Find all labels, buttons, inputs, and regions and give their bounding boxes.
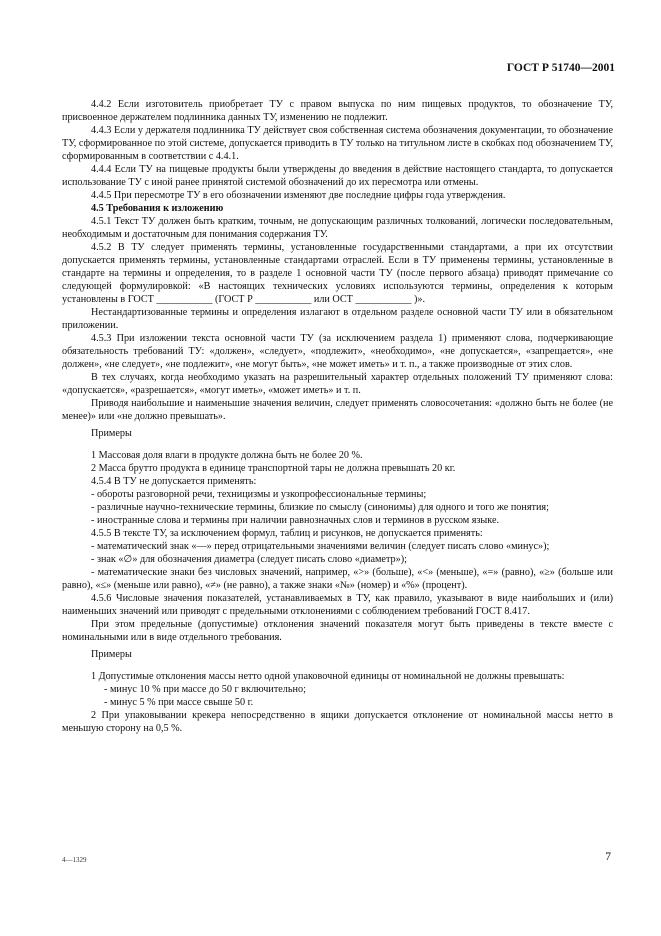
clause-4-5-3: 4.5.3 При изложении текста основной части ТУ (за исключением раздела 1) применяют слова, подчеркивающие обязательность требований ТУ: «должен», «следует», «подлежит», «необходимо», «не допускается», «запрещается», «не должен», «не следует», «не подлежит», «не могут быть», «не может иметь» и т. п., а также производные от этих слов. — [62, 333, 613, 370]
paragraph-permissive-words: В тех случаях, когда необходимо указать на разрешительный характер отдельных положений ТУ применяют слова: «допускается», «разрешается», «могут иметь», «может иметь» и т. п. — [62, 372, 613, 396]
paragraph-nonstandard-terms: Нестандартизованные термины и определения излагают в отдельном разделе основной части ТУ или в обязательном приложении. — [62, 307, 613, 331]
clause-4-4-3: 4.4.3 Если у держателя подлинника ТУ действует своя собственная система обозначения документации, то обозначение ТУ, сформированное по этой системе, допускается приводить в ТУ только на титульном листе в скобках под обозначением ТУ, сформированным в соответствии с 4.4.1. — [62, 125, 613, 162]
paragraph-tolerances: При этом предельные (допустимые) отклонения значений показателя могут быть приведены в тексте вместе с номинальными или в виде отдельного требования. — [62, 619, 613, 643]
example-2-1-item-a: - минус 10 % при массе до 50 г включительно; — [104, 684, 306, 695]
example-2-1: 1 Допустимые отклонения массы нетто одной упаковочной единицы от номинальной не должны превышать: — [91, 671, 565, 682]
clause-4-5-6: 4.5.6 Числовые значения показателей, устанавливаемых в ТУ, как правило, указывают в виде наибольших и (или) наименьших значений или приводят с предельными отклонениями с соблюдением требований ГОСТ 8.417. — [62, 593, 613, 617]
clause-4-5-5: 4.5.5 В тексте ТУ, за исключением формул, таблиц и рисунков, не допускается применять: — [91, 528, 483, 539]
examples-heading-2: Примеры — [91, 649, 132, 660]
page-number: 7 — [605, 851, 611, 863]
clause-4-4-5: 4.4.5 При пересмотре ТУ в его обозначении изменяют две последние цифры года утверждения. — [91, 190, 506, 201]
clause-4-4-2: 4.4.2 Если изготовитель приобретает ТУ с правом выпуска по ним пищевых продуктов, то обозначение ТУ, присвоенное держателем подлинника данных ТУ, изменению не подлежит. — [62, 99, 613, 123]
example-1-1: 1 Массовая доля влаги в продукте должна быть не более 20 %. — [91, 450, 363, 461]
print-order-code: 4—1329 — [62, 856, 87, 864]
list-item-math-signs: - математические знаки без числовых значений, например, «>» (больше), «<» (меньше), «=» (равно), «≥» (больше или равно), «≤» (меньше или равно), «≠» (не равно), а также знаки «№» (номер) и «%» (процент). — [62, 567, 613, 591]
paragraph-limit-values: Приводя наибольшие и наименьшие значения величин, следует применять словосочетания: «должно быть не более (не менее)» или «не должно превышать». — [62, 398, 613, 422]
list-item-diameter-sign: - знак «∅» для обозначения диаметра (следует писать слово «диаметр»); — [91, 554, 407, 565]
examples-heading-1: Примеры — [91, 428, 132, 439]
example-2-2: 2 При упаковывании крекера непосредственно в ящики допускается отклонение от номинальной массы нетто в меньшую сторону на 0,5 %. — [62, 710, 613, 734]
example-2-1-item-b: - минус 5 % при массе свыше 50 г. — [104, 697, 254, 708]
list-item-minus-sign: - математический знак «—» перед отрицательными значениями величин (следует писать слово «минус»); — [91, 541, 550, 552]
list-item-synonyms: - различные научно-технические термины, близкие по смыслу (синонимы) для одного и того же понятия; — [91, 502, 549, 513]
clause-4-4-4: 4.4.4 Если ТУ на пищевые продукты были утверждены до введения в действие настоящего стандарта, то допускается использование ТУ с иной ранее принятой системой обозначений до их пересмотра или отмены. — [62, 164, 613, 188]
section-heading-4-5: 4.5 Требования к изложению — [91, 203, 224, 214]
example-1-2: 2 Масса брутто продукта в единице транспортной тары не должна превышать 20 кг. — [91, 463, 456, 474]
clause-4-5-2: 4.5.2 В ТУ следует применять термины, установленные государственными стандартами, а при их отсутствии допускается применять термины, установленные стандартами отраслей. Если в ТУ применены термины, установленные в стандарте на термины и определения, то в разделе 1 основной части ТУ (после первого абзаца) приводят примечание со следующей формулировкой: «В настоящих технических условиях используются термины, определения к которым установлены в ГОСТ ___________ (ГОСТ Р ___________ или ОСТ ___________ )». — [62, 242, 613, 305]
clause-4-5-4: 4.5.4 В ТУ не допускается применять: — [91, 476, 257, 487]
document-id-header: ГОСТ Р 51740—2001 — [506, 62, 615, 74]
list-item-colloquial: - обороты разговорной речи, техницизмы и узкопрофессиональные термины; — [91, 489, 427, 500]
clause-4-5-1: 4.5.1 Текст ТУ должен быть кратким, точным, не допускающим различных толкований, логически последовательным, необходимым и достаточным для понимания содержания ТУ. — [62, 216, 613, 240]
list-item-foreign-words: - иностранные слова и термины при наличии равнозначных слов и терминов в русском языке. — [91, 515, 500, 526]
